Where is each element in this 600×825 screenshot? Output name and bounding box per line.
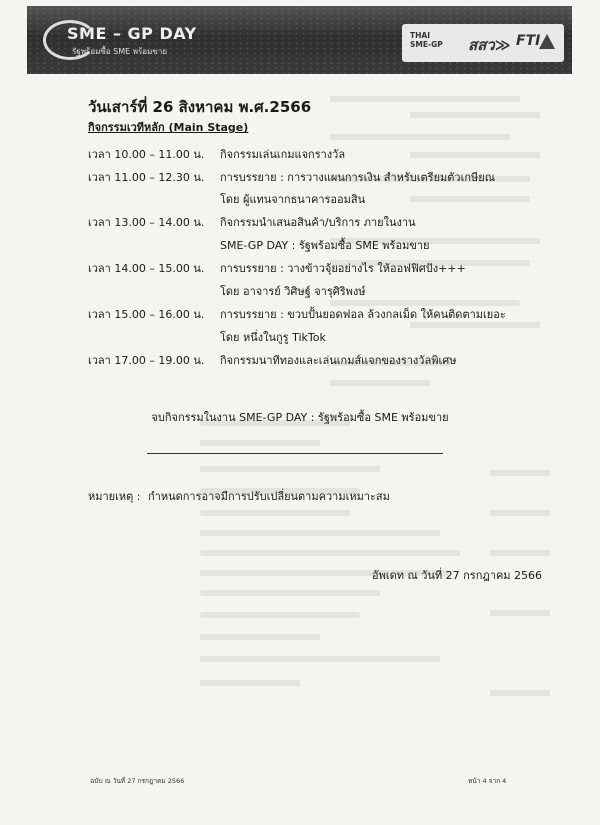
footer-version: ฉบับ ณ วันที่ 27 กรกฎาคม 2566 bbox=[90, 777, 185, 785]
header-banner bbox=[27, 6, 572, 74]
closing-statement: จบกิจกรรมในงาน SME-GP DAY : รัฐพร้อมซื้อ SME พร้อมขาย bbox=[151, 411, 449, 424]
schedule-activity-detail: โดย หนึ่งในกูรู TikTok bbox=[220, 331, 326, 344]
schedule-activity-detail: โดย อาจารย์ วิศิษฐ์ จารุศิริพงษ์ bbox=[220, 285, 366, 298]
update-date: อัพเดท ณ วันที่ 27 กรกฎาคม 2566 bbox=[372, 569, 543, 582]
schedule-time: เวลา 14.00 – 15.00 น. bbox=[88, 262, 205, 275]
thai-sme-gp-line1: THAI bbox=[410, 31, 430, 40]
partner-logos bbox=[402, 24, 564, 62]
schedule-activity-detail: โดย ผู้แทนจากธนาคารออมสิน bbox=[220, 193, 366, 206]
schedule-activity: กิจกรรมนาทีทองและเล่นเกมส์แจกของรางวัลพิเศษ bbox=[220, 354, 457, 367]
divider-line bbox=[147, 453, 443, 454]
schedule-activity: การบรรยาย : การวางแผนการเงิน สำหรับเตรียมตัวเกษียณ bbox=[220, 171, 495, 184]
schedule-activity: การบรรยาย : ขวบปั้นยอดฟอล ล้วงกลเม็ด ให้คนติดตามเยอะ bbox=[220, 308, 506, 321]
section-heading: กิจกรรมเวทีหลัก (Main Stage) bbox=[88, 121, 249, 134]
schedule-activity-detail: SME-GP DAY : รัฐพร้อมซื้อ SME พร้อมขาย bbox=[220, 239, 430, 252]
event-tagline: รัฐพร้อมซื้อ SME พร้อมขาย bbox=[72, 47, 168, 56]
schedule-activity: กิจกรรมนำเสนอสินค้า/บริการ ภายในงาน bbox=[220, 216, 416, 229]
fti-logo: FTI bbox=[516, 33, 541, 49]
date-heading: วันเสาร์ที่ 26 สิงหาคม พ.ศ.2566 bbox=[88, 98, 312, 116]
schedule-time: เวลา 15.00 – 16.00 น. bbox=[88, 308, 205, 321]
osmep-logo: สสว≫ bbox=[468, 36, 511, 54]
schedule-time: เวลา 17.00 – 19.00 น. bbox=[88, 354, 205, 367]
note-label: หมายเหตุ : bbox=[88, 490, 141, 503]
schedule-activity: การบรรยาย : วางข้าวจุ้ยอย่างไร ให้ออฟฟิศปัง+++ bbox=[220, 262, 466, 275]
schedule-time: เวลา 10.00 – 11.00 น. bbox=[88, 148, 205, 161]
schedule-time: เวลา 13.00 – 14.00 น. bbox=[88, 216, 205, 229]
footer-page-number: หน้า 4 จาก 4 bbox=[468, 777, 507, 785]
note-text: กำหนดการอาจมีการปรับเปลี่ยนตามความเหมาะสม bbox=[148, 490, 390, 503]
thai-sme-gp-logo bbox=[410, 31, 443, 49]
fti-triangle-icon bbox=[539, 34, 555, 49]
schedule-time: เวลา 11.00 – 12.30 น. bbox=[88, 171, 205, 184]
event-logo-text: SME – GP DAY bbox=[67, 24, 197, 43]
schedule-activity: กิจกรรมเล่นเกมแจกรางวัล bbox=[220, 148, 346, 161]
thai-sme-gp-line2: SME-GP bbox=[410, 40, 443, 49]
